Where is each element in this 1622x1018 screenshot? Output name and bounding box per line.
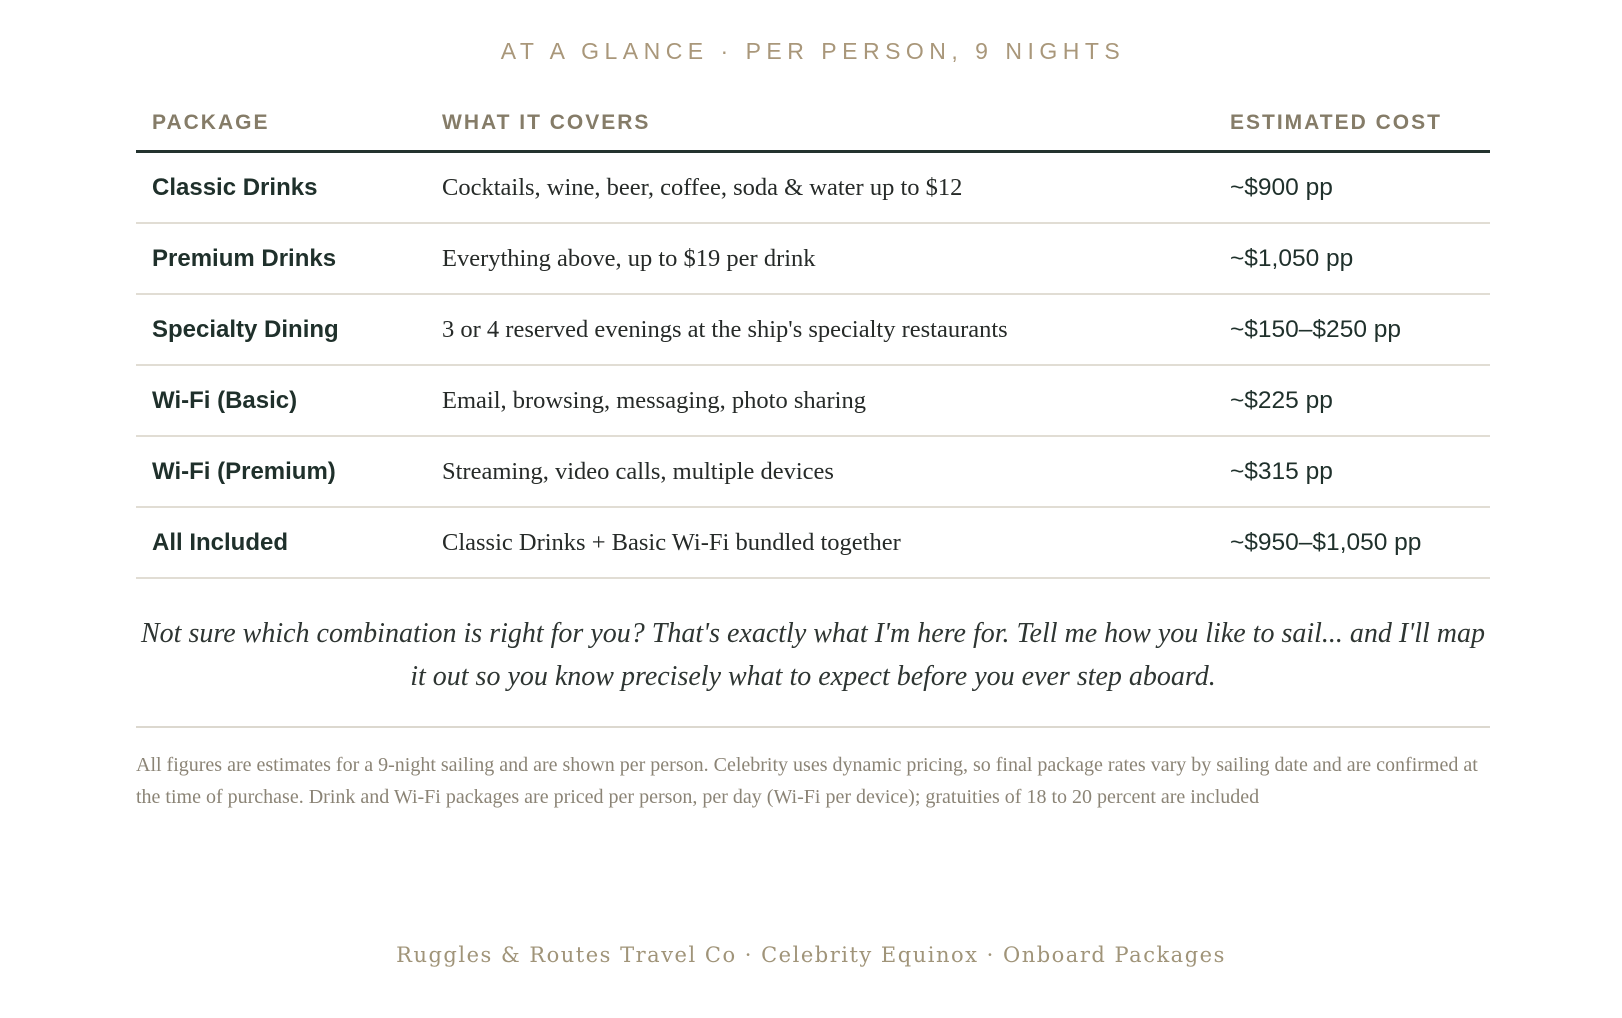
package-name: Classic Drinks — [136, 152, 426, 224]
packages-table — [136, 95, 1490, 579]
package-cost: ~$225 pp — [1214, 365, 1490, 436]
package-covers: Classic Drinks + Basic Wi-Fi bundled together — [426, 507, 1214, 578]
package-name: Wi-Fi (Premium) — [136, 436, 426, 507]
table-row — [136, 152, 1490, 224]
package-covers: Cocktails, wine, beer, coffee, soda & water up to $12 — [426, 152, 1214, 224]
table-header-row — [136, 95, 1490, 152]
column-header-package: PACKAGE — [136, 95, 426, 152]
table-row — [136, 365, 1490, 436]
table-row — [136, 507, 1490, 578]
fine-print: All figures are estimates for a 9-night sailing and are shown per person. Celebrity uses dynamic pricing, so final package rates vary by sailing date and are confirmed at the time of purchase. Drink and Wi-Fi packages are priced per person, per day (Wi-Fi per device); gratuities of 18 to 20 percent are included — [136, 754, 1478, 808]
table-row — [136, 223, 1490, 294]
section-eyebrow: AT A GLANCE · PER PERSON, 9 NIGHTS — [500, 38, 1126, 64]
package-covers: Streaming, video calls, multiple devices — [426, 436, 1214, 507]
package-name: All Included — [136, 507, 426, 578]
table-row — [136, 436, 1490, 507]
package-covers: 3 or 4 reserved evenings at the ship's specialty restaurants — [426, 294, 1214, 365]
section-divider — [136, 726, 1490, 728]
page-footer: Ruggles & Routes Travel Co · Celebrity Equinox · Onboard Packages — [396, 943, 1226, 967]
package-cost: ~$1,050 pp — [1214, 223, 1490, 294]
table-row — [136, 294, 1490, 365]
column-header-covers: WHAT IT COVERS — [426, 95, 1214, 152]
package-name: Wi-Fi (Basic) — [136, 365, 426, 436]
package-cost: ~$150–$250 pp — [1214, 294, 1490, 365]
package-name: Premium Drinks — [136, 223, 426, 294]
package-cost: ~$900 pp — [1214, 152, 1490, 224]
advisor-note: Not sure which combination is right for you? That's exactly what I'm here for. Tell me how you like to sail... and I'll map it out so you know precisely what to expect before you ever step aboard. — [141, 618, 1485, 692]
package-cost: ~$950–$1,050 pp — [1214, 507, 1490, 578]
package-name: Specialty Dining — [136, 294, 426, 365]
package-cost: ~$315 pp — [1214, 436, 1490, 507]
column-header-cost: ESTIMATED COST — [1214, 95, 1490, 152]
package-covers: Everything above, up to $19 per drink — [426, 223, 1214, 294]
package-covers: Email, browsing, messaging, photo sharing — [426, 365, 1214, 436]
